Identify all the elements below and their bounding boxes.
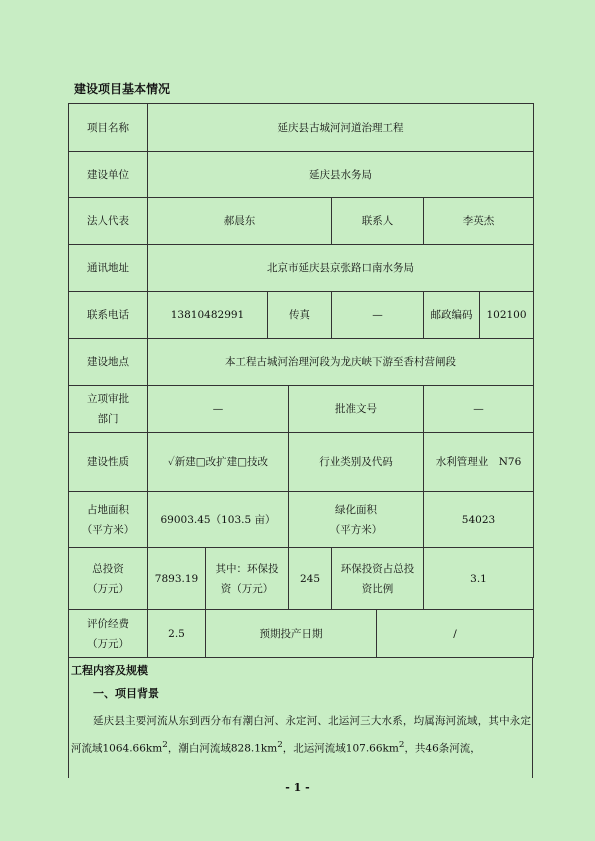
fax-label: 传真	[268, 292, 332, 339]
eval-cost-value: 2.5	[148, 610, 206, 658]
invest-value: 7893.19	[148, 548, 206, 610]
start-date-value: /	[377, 610, 534, 658]
eval-cost-label: 评价经费 （万元）	[69, 610, 148, 658]
postcode-value: 102100	[480, 292, 534, 339]
green-label: 绿化面积 （平方米）	[289, 492, 424, 548]
env-ratio-label: 环保投资占总投 资比例	[332, 548, 424, 610]
legal-rep-value: 郝晨东	[148, 198, 332, 245]
postcode-label: 邮政编码	[424, 292, 480, 339]
env-invest-value: 245	[289, 548, 332, 610]
fax-value: —	[332, 292, 424, 339]
location-label: 建设地点	[69, 339, 148, 386]
contact-label: 联系人	[332, 198, 424, 245]
industry-value: 水利管理业 N76	[424, 433, 534, 492]
nature-label: 建设性质	[69, 433, 148, 492]
approval-dept-value: —	[148, 386, 289, 433]
green-value: 54023	[424, 492, 534, 548]
section-subtitle: 一、项目背景	[93, 687, 159, 700]
project-name-value: 延庆县古城河河道治理工程	[148, 104, 534, 152]
approval-no-value: —	[424, 386, 534, 433]
project-name-label: 项目名称	[69, 104, 148, 152]
section-title: 工程内容及规模	[71, 664, 148, 677]
area-label: 占地面积 （平方米）	[69, 492, 148, 548]
legal-rep-label: 法人代表	[69, 198, 148, 245]
address-label: 通讯地址	[69, 245, 148, 292]
industry-label: 行业类别及代码	[289, 433, 424, 492]
builder-value: 延庆县水务局	[148, 152, 534, 198]
location-value: 本工程古城河治理河段为龙庆峡下游至香村营闸段	[148, 339, 534, 386]
nature-value: ✓新建□改扩建□技改	[148, 433, 289, 492]
contact-value: 李英杰	[424, 198, 534, 245]
invest-label: 总投资 （万元）	[69, 548, 148, 610]
address-value: 北京市延庆县京张路口南水务局	[148, 245, 534, 292]
project-info-table	[68, 103, 534, 658]
area-value: 69003.45（103.5 亩）	[148, 492, 289, 548]
approval-no-label: 批准文号	[289, 386, 424, 433]
phone-value: 13810482991	[148, 292, 268, 339]
page-number: - 1 -	[285, 781, 310, 794]
env-invest-label: 其中：环保投 资（万元）	[206, 548, 289, 610]
builder-label: 建设单位	[69, 152, 148, 198]
phone-label: 联系电话	[69, 292, 148, 339]
background-paragraph: 延庆县主要河流从东到西分布有潮白河、永定河、北运河三大水系，均属海河流域，其中永定河流域$1064.66km^2$，潮白河流域$828.1km^2$，北运河流域$107.66km^2$，共46条河流，	[71, 715, 531, 755]
approval-dept-label: 立项审批 部门	[69, 386, 148, 433]
page-title: 建设项目基本情况	[74, 82, 171, 96]
project-content-section	[68, 658, 533, 778]
start-date-label: 预期投产日期	[206, 610, 377, 658]
env-ratio-value: 3.1	[424, 548, 534, 610]
